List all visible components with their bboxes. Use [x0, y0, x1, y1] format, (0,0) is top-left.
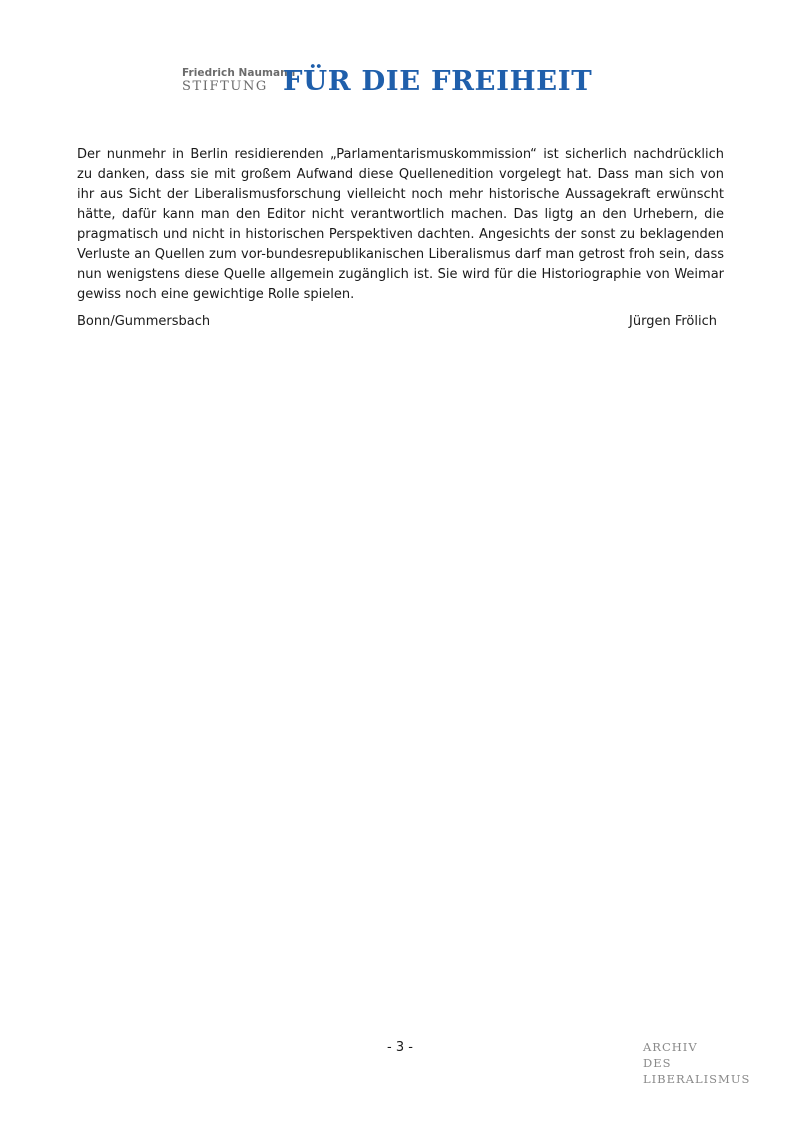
article-paragraph: Der nunmehr in Berlin residierenden „Parlamentarismuskommission“ ist sicherlich nachdrücklich zu danken, dass sie mit großem Aufwand diese Quellenedition vorgelegt hat. Dass man sich von ihr aus Sicht der Liberalismusforschung vielleicht noch mehr historische Aussagekraft erwünscht hätte, dafür kann man den Editor nicht verantwortlich machen. Das ligtg an den Urhebern, die pragmatisch und nicht in historischen Perspektiven dachten. Angesichts der sonst zu beklagenden Verluste an Quellen zum vor-bundesrepublikanischen Liberalismus darf man getrost froh sein, dass nun wenigstens diese Quelle allgemein zugänglich ist. Sie wird für die Historiographie von Weimar gewiss noch eine gewichtige Rolle spielen.	[77, 147, 724, 302]
page-number: - 3 -	[387, 1040, 413, 1055]
archive-line-des: DES	[643, 1056, 672, 1070]
logo-org-name: Friedrich Naumann	[182, 67, 296, 79]
foundation-logo	[182, 66, 622, 98]
signoff-author: Jürgen Frölich	[629, 314, 717, 329]
archive-line-liberalismus: LIBERALISMUS	[643, 1072, 751, 1086]
logo-stiftung: STIFTUNG	[182, 79, 268, 94]
archive-line-archiv: ARCHIV	[643, 1040, 698, 1054]
archive-logo	[643, 1039, 750, 1087]
signoff-place: Bonn/Gummersbach	[77, 314, 211, 329]
logo-slogan: FÜR DIE FREIHEIT	[283, 65, 593, 97]
